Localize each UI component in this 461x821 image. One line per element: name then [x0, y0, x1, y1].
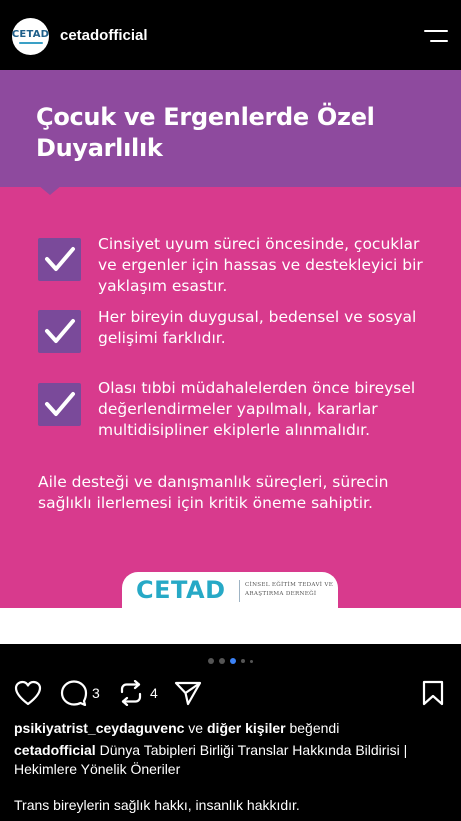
menu-icon[interactable] [424, 29, 448, 43]
cetad-logo [122, 572, 338, 610]
caption [14, 741, 450, 779]
slide-title: Çocuk ve Ergenlerde Özel Duyarlılık [36, 103, 375, 162]
caption-username[interactable]: cetadofficial [14, 742, 96, 758]
share-icon[interactable] [174, 680, 202, 706]
username[interactable]: cetadofficial [60, 27, 148, 44]
avatar[interactable] [12, 18, 49, 55]
carousel-dot [219, 658, 225, 664]
carousel-dot [208, 658, 214, 664]
post-header [0, 0, 461, 70]
repost-icon[interactable] [117, 680, 145, 706]
repost-count: 4 [150, 685, 158, 701]
carousel-dot [241, 659, 245, 663]
carousel-dot [250, 660, 253, 663]
comment-icon[interactable] [60, 680, 88, 706]
heart-icon[interactable] [14, 680, 42, 706]
likes-suffix: beğendi [285, 720, 340, 736]
logo-subtitle-line2: ARAŞTIRMA DERNEĞİ [245, 591, 317, 597]
likes-connector: ve [184, 720, 207, 736]
bookmark-icon[interactable] [422, 680, 444, 706]
likes-summary [14, 720, 339, 736]
logo-wordmark: CETAD [136, 576, 226, 604]
logo-subtitle-line1: CİNSEL EĞİTİM TEDAVİ VE [245, 582, 334, 588]
point-3: Olası tıbbi müdahalelerden önce bireysel değerlendirmeler yapılmalı, kararlar multidisipliner ekiplerle alınmalıdır. [98, 379, 416, 439]
checkbox-1 [38, 238, 81, 281]
checkmark-icon [42, 244, 77, 274]
carousel-indicator [0, 656, 461, 666]
caption-line-2: Trans bireylerin sağlık hakkı, insanlık hakkıdır. [14, 797, 300, 813]
avatar-underline [19, 42, 43, 44]
point-1: Cinsiyet uyum süreci öncesinde, çocuklar ve ergenler için hassas ve destekleyici bir yaklaşım esastır. [98, 235, 423, 295]
checkbox-2 [38, 310, 81, 353]
checkmark-icon [42, 389, 77, 419]
closing-text: Aile desteği ve danışmanlık süreçleri, sürecin sağlıklı ilerlemesi için kritik öneme sahiptir. [38, 473, 389, 512]
logo-divider [239, 580, 240, 602]
title-notch [38, 185, 62, 195]
caption-text: Dünya Tabipleri Birliği Translar Hakkında Bildirisi | Hekimlere Yönelik Öneriler [14, 742, 408, 777]
checkbox-3 [38, 383, 81, 426]
comment-count: 3 [92, 685, 100, 701]
point-2: Her bireyin duygusal, bedensel ve sosyal gelişimi farklıdır. [98, 308, 417, 347]
action-bar [0, 678, 461, 708]
avatar-text: CETAD [12, 29, 49, 40]
liker-username[interactable]: psikiyatrist_ceydaguvenc [14, 720, 185, 736]
other-likers-link[interactable]: diğer kişiler [207, 720, 286, 736]
slide-bottom-strip [0, 608, 461, 644]
carousel-dot-active [230, 658, 236, 664]
checkmark-icon [42, 316, 77, 346]
post-image[interactable] [0, 70, 461, 644]
